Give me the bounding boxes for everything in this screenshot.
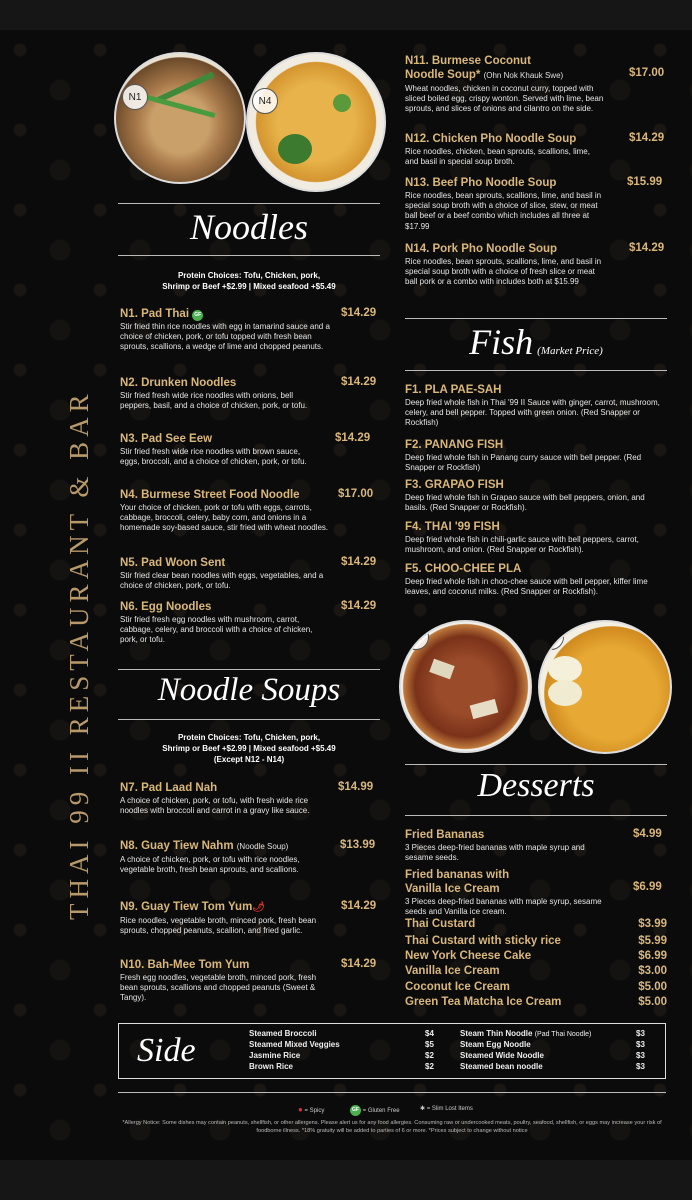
item-price: $14.29 [341, 900, 377, 912]
legend-slim [420, 1105, 473, 1112]
side-name: Steamed Broccoli [249, 1029, 317, 1038]
soups-protein-line3: (Except N12 - N14) [213, 755, 285, 764]
noodles-protein-choices [118, 270, 380, 292]
side-name: Steamed bean noodle [460, 1062, 543, 1071]
item-name: F4. THAI '99 FISH [405, 521, 500, 533]
dessert-name: Thai Custard with sticky rice [405, 935, 561, 947]
item-name: N6. Egg Noodles [120, 601, 212, 613]
restaurant-vertical-title: THAI 99 II RESTAURANT & BAR [64, 389, 94, 920]
side-name: Steamed Wide Noodle [460, 1051, 544, 1060]
gluten-free-icon: GF [350, 1105, 361, 1116]
item-description: Your choice of chicken, pork or tofu with eggs, carrots, cabbage, broccoli, celery, baby corn, and onions in a homemade soy-based sauce, stir fried with wheat noodles. [120, 503, 329, 533]
menu-item-n9 [120, 900, 380, 936]
side-item [249, 1062, 439, 1071]
photo-tag-n3: N3 [403, 624, 429, 650]
item-description: Rice noodles, vegetable broth, minced pork, fresh bean sprouts, chopped peanuts, scallion, and fried garlic. [120, 916, 317, 936]
top-bar [0, 0, 692, 30]
item-note: (Ohn Nok Khauk Swe) [483, 71, 564, 80]
dessert-fried-bananas-ice-cream [405, 868, 667, 917]
item-name: Fried Bananas [405, 829, 485, 841]
legend-gluten-free-label: = Gluten Free [362, 1108, 400, 1114]
item-name-line2: Vanilla Ice Cream [405, 883, 500, 895]
menu-item-f1 [405, 383, 667, 429]
side-item [249, 1029, 439, 1038]
dessert-row [405, 965, 667, 977]
item-note: (Noodle Soup) [236, 842, 289, 851]
noodles-protein-line2: Shrimp or Beef +$2.99 | Mixed seafood +$5.49 [162, 282, 336, 291]
item-name: N4. Burmese Street Food Noodle [120, 489, 300, 501]
item-name: N2. Drunken Noodles [120, 377, 237, 389]
item-name: N3. Pad See Eew [120, 433, 213, 445]
side-item [460, 1062, 650, 1071]
menu-item-f4 [405, 520, 667, 555]
item-name: N10. Bah-Mee Tom Yum [120, 959, 250, 971]
item-price: $14.29 [629, 242, 665, 254]
item-name: Fried bananas with [405, 869, 510, 881]
item-name: N5. Pad Woon Sent [120, 557, 226, 569]
item-description: Rice noodles, bean sprouts, scallions, lime, and basil in special soup broth with a choice of slice, stew, or meat ball beef or a beef combo which includes all three at $17.99 [405, 191, 602, 231]
bottom-bar [0, 1160, 692, 1200]
item-price: $17.00 [629, 67, 665, 79]
menu-item-f5 [405, 562, 667, 597]
desserts-rule-bottom [405, 815, 667, 816]
soups-protein-line1: Protein Choices: Tofu, Chicken, pork, [177, 733, 321, 742]
menu-item-n14 [405, 242, 667, 288]
noodle-soups-rule-top [118, 669, 380, 670]
side-price: $3 [636, 1051, 645, 1060]
item-description: Stir fried fresh wide rice noodles with brown sauce, eggs, broccoli, and a choice of chicken, pork, or tofu. [120, 447, 307, 467]
side-item [249, 1040, 439, 1049]
item-name: N14. Pork Pho Noodle Soup [405, 243, 558, 255]
footer-rule [118, 1092, 666, 1093]
item-description: Rice noodles, bean sprouts, scallions, lime, and basil in special soup broth with a choice of fresh slice or meat ball pork or a combo with includes both at $15.99 [405, 257, 602, 287]
dessert-price: $3.00 [638, 965, 667, 977]
dessert-row [405, 935, 667, 947]
item-name: N9. Guay Tiew Tom Yum [120, 901, 253, 913]
desserts-rule-top [405, 764, 667, 765]
menu-item-n11 [405, 54, 667, 115]
dessert-price: $5.00 [638, 981, 667, 993]
menu-page [0, 30, 692, 1160]
item-description: A choice of chicken, pork, or tofu, with fresh wide rice noodles with broccoli and carrot in a gravy like sauce. [120, 796, 310, 816]
item-price: $14.29 [341, 600, 377, 612]
item-description: A choice of chicken, pork, or tofu with rice noodles, vegetable broth, fresh bean sprouts, and scallions. [120, 855, 300, 875]
menu-item-n1 [120, 307, 380, 353]
dessert-price: $6.99 [638, 950, 667, 962]
side-price: $2 [425, 1051, 434, 1060]
side-name: Brown Rice [249, 1062, 294, 1071]
photo-tag-n11: N11 [538, 624, 564, 650]
noodle-soups-protein-choices [118, 732, 380, 765]
dessert-name: Thai Custard [405, 918, 476, 930]
item-price: $14.29 [335, 432, 371, 444]
dessert-name: Green Tea Matcha Ice Cream [405, 996, 562, 1008]
legend-spicy-label: = Spicy [304, 1108, 325, 1114]
photo-tag-n1: N1 [122, 84, 148, 110]
menu-item-n2 [120, 376, 380, 411]
side-name: Steam Egg Noodle [460, 1040, 531, 1049]
dessert-name: Coconut Ice Cream [405, 981, 510, 993]
side-box [118, 1023, 666, 1079]
side-name: Steam Thin Noodle [460, 1029, 533, 1038]
soups-protein-line2: Shrimp or Beef +$2.99 | Mixed seafood +$5.49 [162, 744, 336, 753]
menu-item-n13 [405, 176, 667, 232]
noodle-soups-title: Noodle Soups [157, 672, 341, 708]
item-description: 3 Pieces deep-fried bananas with maple syrup, sesame seeds and Vanilla ice cream. [405, 897, 602, 917]
item-name: N8. Guay Tiew Nahm [120, 840, 234, 852]
side-item [460, 1051, 650, 1060]
dessert-fried-bananas [405, 828, 667, 863]
side-price: $5 [425, 1040, 434, 1049]
side-price: $3 [636, 1029, 645, 1038]
item-description: 3 Pieces deep-fried bananas with maple syrup and sesame seeds. [405, 843, 585, 863]
menu-item-f3 [405, 478, 667, 513]
fish-rule-bottom [405, 370, 667, 371]
item-price: $15.99 [627, 176, 663, 188]
item-description: Wheat noodles, chicken in coconut curry, topped with sliced boiled egg, crispy wonton. Served with lime, bean sprouts, and slices of onions and cilantro on the side. [405, 84, 604, 114]
item-description: Fresh egg noodles, vegetable broth, minced pork, fresh bean sprouts, scallions and chopped peanuts (Sweet & Tangy). [120, 973, 317, 1003]
item-price: $13.99 [340, 839, 376, 851]
item-description: Deep fried whole fish in Thai '99 II Sauce with ginger, carrot, mushroom, celery, and bell pepper. Topped with green onion. (Red Snapper or Rockfish) [405, 398, 660, 428]
side-price: $4 [425, 1029, 434, 1038]
item-price: $14.29 [341, 376, 377, 388]
item-description: Stir fried fresh egg noodles with mushroom, carrot, cabbage, celery, and broccoli with a choice of chicken, pork, or tofu. [120, 615, 313, 645]
legend-spicy [298, 1105, 324, 1114]
side-item [460, 1029, 650, 1038]
dessert-row [405, 950, 667, 962]
item-price: $14.29 [341, 556, 377, 568]
item-description: Stir fried fresh wide rice noodles with onions, bell peppers, basil, and a choice of chicken, pork, or tofu. [120, 391, 308, 411]
gluten-free-icon: GF [192, 310, 203, 321]
item-description: Deep fried whole fish in choo-chee sauce with bell pepper, kiffer lime leaves, and coconut milks. (Red Snapper or Rockfish). [405, 577, 648, 597]
menu-item-n10 [120, 958, 380, 1004]
side-price: $2 [425, 1062, 434, 1071]
menu-item-f2 [405, 438, 667, 473]
item-price: $6.99 [633, 881, 662, 893]
item-name: F3. GRAPAO FISH [405, 479, 504, 491]
dessert-row [405, 981, 667, 993]
dessert-name: Vanilla Ice Cream [405, 965, 500, 977]
item-name: N7. Pad Laad Nah [120, 782, 218, 794]
star-icon: ✱ [420, 1106, 426, 1112]
photo-tag-n4: N4 [252, 88, 278, 114]
item-description: Rice noodles, chicken, bean sprouts, scallions, lime, and basil in special soup broth. [405, 147, 590, 167]
item-name: N11. Burmese Coconut [405, 55, 531, 67]
item-description: Stir fried clear bean noodles with eggs, vegetables, and a choice of chicken, pork, or tofu. [120, 571, 324, 591]
photo-n1 [114, 52, 246, 184]
noodles-protein-line1: Protein Choices: Tofu, Chicken, pork, [177, 271, 321, 280]
menu-item-n4 [120, 488, 380, 534]
item-price: $17.00 [338, 488, 374, 500]
dessert-row [405, 918, 667, 930]
allergy-disclaimer: *Allergy Notice: Some dishes may contain peanuts, shellfish, or other allergens. Please alert us for any food allergies. Consuming raw or undercooked meats, poultry, seafood, shellfish, or eggs may increase your risk of foodborne illness. *18% gratuity will be added to parties of 6 or more. *Prices subject to change without notice [122, 1120, 662, 1134]
item-description: Deep fried whole fish in Panang curry sauce with bell pepper. (Red Snapper or Rockfish) [405, 453, 642, 473]
item-name: N1. Pad Thai [120, 308, 190, 320]
side-price: $3 [636, 1062, 645, 1071]
noodles-title: Noodles [189, 207, 308, 247]
photo-n11 [538, 620, 672, 754]
item-price: $14.29 [629, 132, 665, 144]
menu-item-n5 [120, 556, 380, 591]
side-name: Steamed Mixed Veggies [249, 1040, 340, 1049]
side-title: Side [137, 1032, 196, 1069]
item-price: $14.99 [338, 781, 374, 793]
fish-title: Fish [469, 322, 534, 362]
dessert-price: $3.99 [638, 918, 667, 930]
item-price: $14.29 [341, 307, 377, 319]
legend-gluten-free [350, 1105, 400, 1116]
fish-rule-top [405, 318, 667, 319]
noodles-rule-bottom [118, 255, 380, 256]
dessert-row [405, 996, 667, 1008]
item-name: F5. CHOO-CHEE PLA [405, 563, 522, 575]
item-name: N13. Beef Pho Noodle Soup [405, 177, 557, 189]
dessert-price: $5.99 [638, 935, 667, 947]
side-name: Jasmine Rice [249, 1051, 301, 1060]
item-name-line2: Noodle Soup* [405, 69, 481, 81]
item-description: Stir fried thin rice noodles with egg in tamarind sauce and a choice of chicken, pork, or tofu topped with fresh bean sprouts, scallions, a wedge of lime and chopped peanuts. [120, 322, 330, 352]
side-item [249, 1051, 439, 1060]
menu-item-n8 [120, 839, 380, 875]
chili-pepper-icon: 🌶 [252, 902, 265, 913]
photo-n4 [246, 52, 386, 192]
side-item [460, 1040, 650, 1049]
item-price: $14.29 [341, 958, 377, 970]
menu-item-n3 [120, 432, 380, 467]
side-note: (Pad Thai Noodle) [534, 1031, 592, 1038]
menu-item-n7 [120, 781, 380, 816]
desserts-title: Desserts [477, 767, 595, 804]
menu-item-n12 [405, 132, 667, 167]
noodles-rule-top [118, 203, 380, 204]
chili-pepper-icon: ● [298, 1105, 303, 1114]
side-price: $3 [636, 1040, 645, 1049]
item-name: N12. Chicken Pho Noodle Soup [405, 133, 577, 145]
noodle-soups-rule-bottom [118, 719, 380, 720]
item-name: F1. PLA PAE-SAH [405, 384, 502, 396]
legend-slim-label: = Slim Lost Items [426, 1106, 473, 1112]
item-description: Deep fried whole fish in Grapao sauce with bell peppers, onion, and basils. (Red Snapper or Rockfish). [405, 493, 645, 513]
dessert-price: $5.00 [638, 996, 667, 1008]
menu-item-n6 [120, 600, 380, 646]
item-price: $4.99 [633, 828, 662, 840]
dessert-name: New York Cheese Cake [405, 950, 532, 962]
item-name: F2. PANANG FISH [405, 439, 504, 451]
item-description: Deep fried whole fish in chili-garlic sauce with bell peppers, carrot, mushroom, and onion. (Red Snapper or Rockfish). [405, 535, 639, 555]
photo-n3 [399, 620, 532, 753]
fish-subtitle: (Market Price) [537, 345, 603, 357]
fish-title-block [405, 321, 667, 363]
